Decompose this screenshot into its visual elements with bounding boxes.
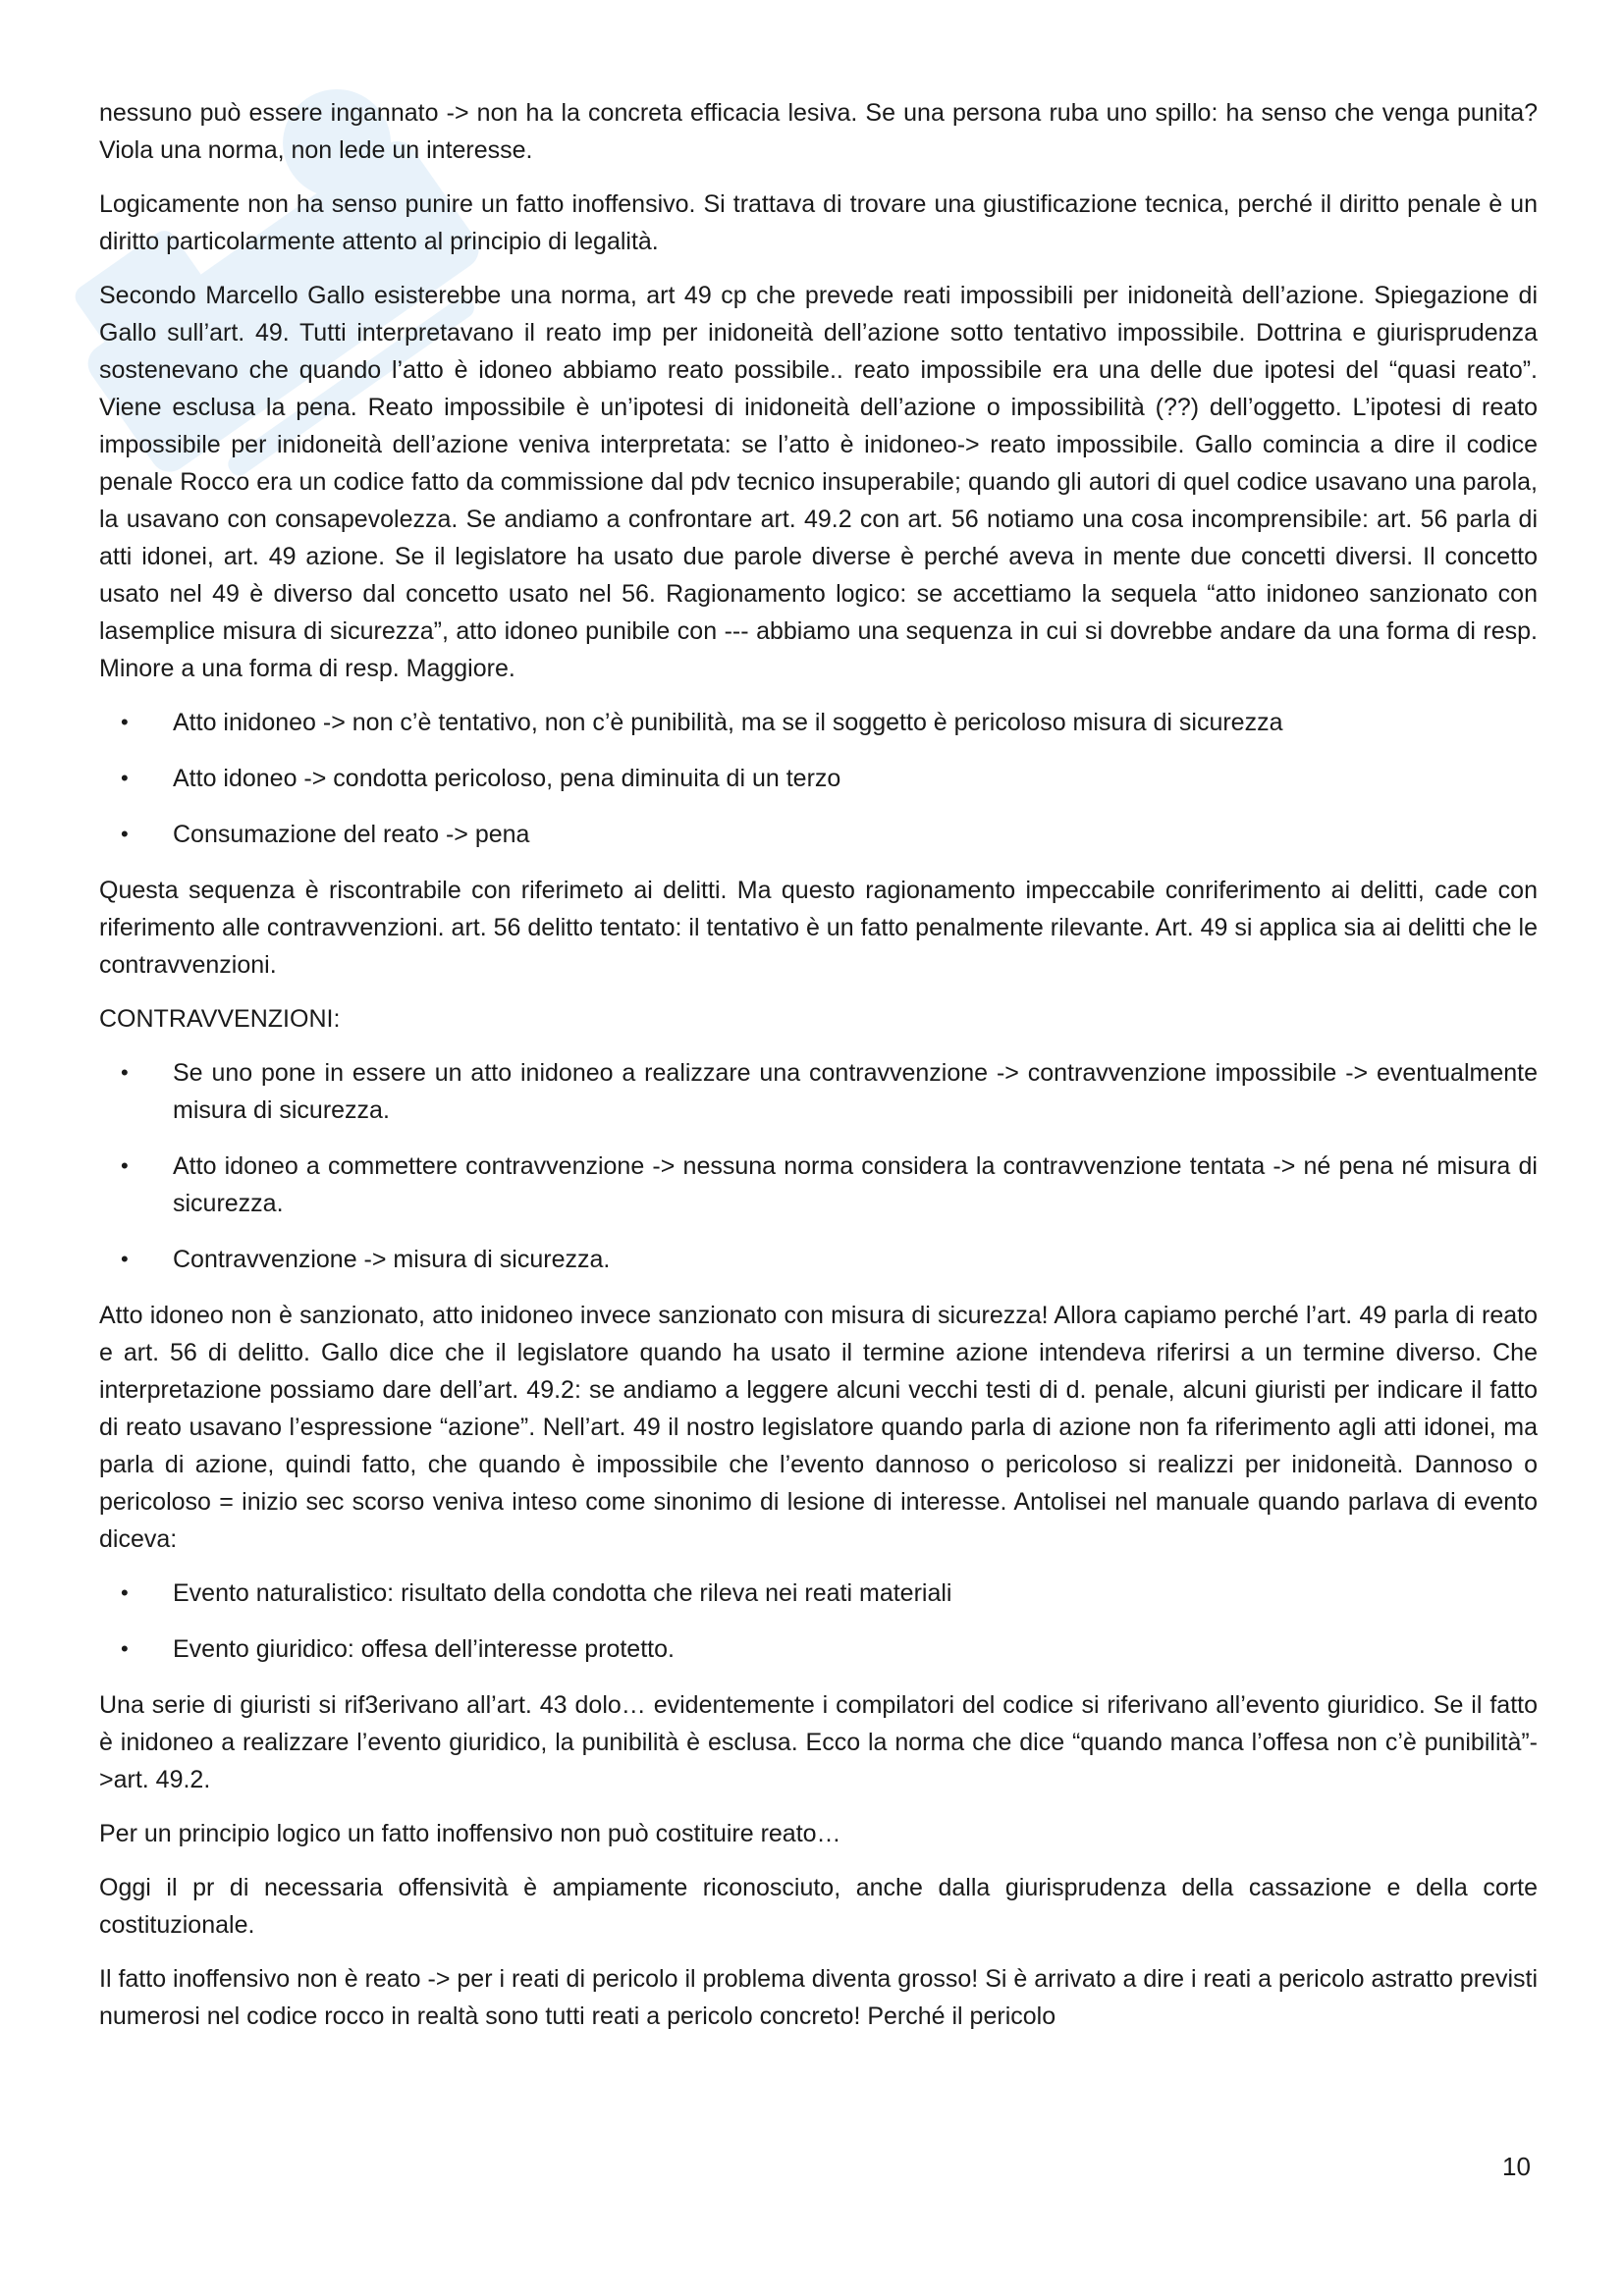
list-item: • Atto idoneo a commettere contravvenzione -> nessuna norma considera la contravvenzione tentata -> né pena né misura di sicurezza. — [99, 1148, 1538, 1222]
paragraph: Il fatto inoffensivo non è reato -> per i reati di pericolo il problema diventa grosso! Si è arrivato a dire i reati a pericolo astratto previsti numerosi nel codice rocco in realtà sono tutti reati a pericolo concreto! Perché il pericolo — [99, 1965, 1538, 2030]
list-item: • Evento naturalistico: risultato della condotta che rileva nei reati materiali — [99, 1575, 1538, 1612]
paragraph: Una serie di giuristi si rif3erivano all’art. 43 dolo… evidentemente i compilatori del codice si riferivano all’evento giuridico. Se il fatto è inidoneo a realizzare l’evento giuridico, la punibilità è esclusa. Ecco la norma che dice “quando manca l’offesa non c’è punibilità”->art. 49.2. — [99, 1691, 1538, 1793]
list-item: • Atto inidoneo -> non c’è tentativo, non c’è punibilità, ma se il soggetto è pericoloso misura di sicurezza — [99, 704, 1538, 741]
paragraph: nessuno può essere ingannato -> non ha la concreta efficacia lesiva. Se una persona ruba uno spillo: ha senso che venga punita? Viola una norma, non lede un interesse. — [99, 99, 1538, 164]
list-item: • Consumazione del reato -> pena — [99, 816, 1538, 853]
paragraph: Per un principio logico un fatto inoffensivo non può costituire reato… — [99, 1820, 841, 1847]
list-item: • Atto idoneo -> condotta pericoloso, pena diminuita di un terzo — [99, 760, 1538, 797]
paragraph: Logicamente non ha senso punire un fatto inoffensivo. Si trattava di trovare una giustificazione tecnica, perché il diritto penale è un diritto particolarmente attento al principio di legalità. — [99, 190, 1538, 255]
bullet-list — [99, 1575, 1538, 1668]
paragraph: Secondo Marcello Gallo esisterebbe una norma, art 49 cp che prevede reati impossibili per inidoneità dell’azione. Spiegazione di Gallo sull’art. 49. Tutti interpretavano il reato imp per inidoneità dell’azione sotto tentativo impossibile. Dottrina e giurisprudenza sostenevano che quando l’atto è idoneo abbiamo reato possibile.. reato impossibile era una delle due ipotesi del “quasi reato”. Viene esclusa la pena. Reato impossibile è un’ipotesi di inidoneità dell’azione o impossibilità (??) dell’oggetto. L’ipotesi di reato impossibile per inidoneità dell’azione veniva interpretata: se l’atto è inidoneo-> reato impossibile. Gallo comincia a dire il codice penale Rocco era un codice fatto da commissione dal pdv tecnico insuperabile; quando gli autori di quel codice usavano una parola, la usavano con consapevolezza. Se andiamo a confrontare art. 49.2 con art. 56 notiamo una cosa incomprensibile: art. 56 parla di atti idonei, art. 49 azione. Se il legislatore ha usato due parole diverse è perché aveva in mente due concetti diversi. Il concetto usato nel 49 è diverso dal concetto usato nel 56. Ragionamento logico: se accettiamo la sequela “atto inidoneo sanzionato con lasemplice misura di sicurezza”, atto idoneo punibile con --- abbiamo una sequenza in cui si dovrebbe andare da una forma di resp. Minore a una forma di resp. Maggiore. — [99, 282, 1538, 682]
document-body — [99, 94, 1538, 2052]
bullet-list — [99, 704, 1538, 853]
bullet-list — [99, 1054, 1538, 1278]
page-number: 10 — [1502, 2152, 1531, 2181]
list-item: • Se uno pone in essere un atto inidoneo a realizzare una contravvenzione -> contravvenzione impossibile -> eventualmente misura di sicurezza. — [99, 1054, 1538, 1129]
list-item: • Contravvenzione -> misura di sicurezza. — [99, 1241, 1538, 1278]
section-heading: CONTRAVVENZIONI: — [99, 1005, 341, 1033]
paragraph: Questa sequenza è riscontrabile con riferimeto ai delitti. Ma questo ragionamento impeccabile conriferimento ai delitti, cade con riferimento alle contravvenzioni. art. 56 delitto tentato: il tentativo è un fatto penalmente rilevante. Art. 49 si applica sia ai delitti che le contravvenzioni. — [99, 877, 1538, 979]
list-item: • Evento giuridico: offesa dell’interesse protetto. — [99, 1630, 1538, 1668]
paragraph: Oggi il pr di necessaria offensività è ampiamente riconosciuto, anche dalla giurisprudenza della cassazione e della corte costituzionale. — [99, 1874, 1538, 1939]
paragraph: Atto idoneo non è sanzionato, atto inidoneo invece sanzionato con misura di sicurezza! Allora capiamo perché l’art. 49 parla di reato e art. 56 di delitto. Gallo dice che il legislatore quando ha usato il termine azione intendeva riferirsi a un termine diverso. Che interpretazione possiamo dare dell’art. 49.2: se andiamo a leggere alcuni vecchi testi di d. penale, alcuni giuristi per indicare il fatto di reato usavano l’espressione “azione”. Nell’art. 49 il nostro legislatore quando parla di azione non fa riferimento agli atti idonei, ma parla di azione, quindi fatto, che quando è impossibile che l’evento dannoso o pericoloso si realizzi per inidoneità. Dannoso o pericoloso = inizio sec scorso veniva inteso come sinonimo di lesione di interesse. Antolisei nel manuale quando parlava di evento diceva: — [99, 1302, 1538, 1553]
